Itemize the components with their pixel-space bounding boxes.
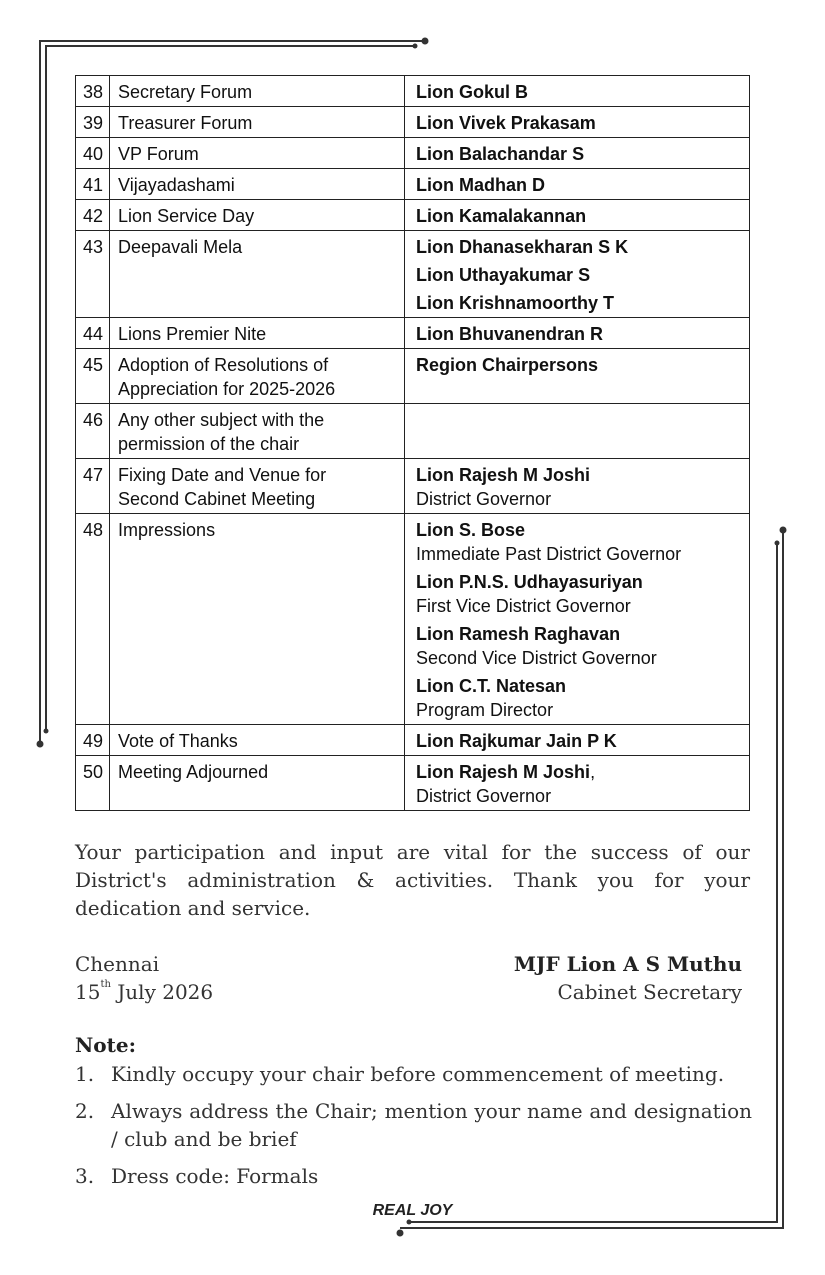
agenda-item	[110, 138, 405, 169]
agenda-responsible	[405, 169, 750, 200]
agenda-responsible	[405, 756, 750, 811]
agenda-responsible	[405, 107, 750, 138]
agenda-number: 40	[76, 138, 110, 169]
responsible-person	[416, 111, 739, 135]
agenda-number: 41	[76, 169, 110, 200]
agenda-item-line: Vijayadashami	[118, 175, 235, 195]
agenda-number: 50	[76, 756, 110, 811]
person-name: Lion Ramesh Raghavan	[416, 624, 621, 644]
agenda-item-line: VP Forum	[118, 144, 199, 164]
agenda-responsible	[405, 725, 750, 756]
agenda-item	[110, 514, 405, 725]
person-name: Lion P.N.S. Udhayasuriyan	[416, 572, 643, 592]
agenda-row	[76, 349, 750, 404]
footer-label: REAL JOY	[372, 1202, 453, 1219]
person-name: Lion Rajesh M Joshi	[416, 762, 591, 782]
closing-message: Your participation and input are vital for the success of our District's administration & activities. Thank you for your dedication and service.	[75, 840, 750, 920]
agenda-responsible	[405, 76, 750, 107]
responsible-person	[416, 518, 739, 566]
agenda-responsible	[405, 514, 750, 725]
responsible-person	[416, 173, 739, 197]
agenda-item-line: Lion Service Day	[118, 206, 255, 226]
note-text: Always address the Chair; mention your name and designation / club and be brief	[111, 1099, 752, 1151]
person-role: District Governor	[416, 786, 552, 806]
agenda-item-line: Meeting Adjourned	[118, 762, 269, 782]
note-heading: Note:	[75, 1033, 136, 1057]
agenda-table	[75, 75, 750, 811]
agenda-number: 45	[76, 349, 110, 404]
responsible-person	[416, 263, 739, 287]
person-name: Lion Kamalakannan	[416, 206, 587, 226]
note-item	[75, 1097, 752, 1153]
agenda-item	[110, 76, 405, 107]
agenda-row	[76, 169, 750, 200]
person-name: Lion Bhuvanendran R	[416, 324, 604, 344]
responsible-person	[416, 322, 739, 346]
date	[75, 978, 213, 1006]
note-item	[75, 1060, 752, 1088]
person-name: Lion Dhanasekharan S K	[416, 237, 629, 257]
agenda-number: 49	[76, 725, 110, 756]
date-day: 15	[75, 980, 101, 1004]
agenda-row	[76, 231, 750, 318]
agenda-item	[110, 231, 405, 318]
signer-title: Cabinet Secretary	[557, 980, 742, 1004]
responsible-person	[416, 674, 739, 722]
agenda-number: 43	[76, 231, 110, 318]
note-number: 2.	[75, 1099, 95, 1123]
agenda-row	[76, 200, 750, 231]
agenda-number: 38	[76, 76, 110, 107]
date-day-suffix: th	[100, 979, 111, 990]
person-name: Lion Balachandar S	[416, 144, 585, 164]
agenda-item-line: Deepavali Mela	[118, 237, 243, 257]
agenda-number: 47	[76, 459, 110, 514]
person-role: District Governor	[416, 489, 552, 509]
responsible-person	[416, 353, 739, 377]
person-role: First Vice District Governor	[416, 596, 631, 616]
agenda-item	[110, 756, 405, 811]
agenda-item-line: Fixing Date and Venue for	[118, 465, 327, 485]
agenda-row	[76, 318, 750, 349]
responsible-person	[416, 622, 739, 670]
person-name: Lion Rajkumar Jain P K	[416, 731, 617, 751]
agenda-number: 46	[76, 404, 110, 459]
agenda-item	[110, 459, 405, 514]
responsible-person	[416, 729, 739, 753]
notes-list	[75, 1060, 752, 1199]
agenda-item	[110, 349, 405, 404]
agenda-item-line: Adoption of Resolutions of	[118, 355, 329, 375]
agenda-item	[110, 404, 405, 459]
place-date-block	[75, 950, 213, 1006]
agenda-item-line: Any other subject with the	[118, 410, 325, 430]
agenda-responsible	[405, 459, 750, 514]
person-role: Immediate Past District Governor	[416, 544, 682, 564]
agenda-row	[76, 756, 750, 811]
responsible-person	[416, 235, 739, 259]
person-role: Second Vice District Governor	[416, 648, 657, 668]
agenda-responsible	[405, 349, 750, 404]
agenda-item	[110, 107, 405, 138]
note-text: Dress code: Formals	[111, 1164, 319, 1188]
person-name: Lion Gokul B	[416, 82, 529, 102]
signer-name: MJF Lion A S Muthu	[513, 952, 742, 976]
person-name: Lion S. Bose	[416, 520, 526, 540]
agenda-responsible	[405, 200, 750, 231]
responsible-person	[416, 463, 739, 511]
agenda-row	[76, 76, 750, 107]
person-name: Lion Uthayakumar S	[416, 265, 591, 285]
responsible-person	[416, 142, 739, 166]
agenda-item	[110, 169, 405, 200]
note-item	[75, 1162, 752, 1190]
person-name: Lion C.T. Natesan	[416, 676, 567, 696]
agenda-item-line: permission of the chair	[118, 434, 300, 454]
note-text: Kindly occupy your chair before commencement of meeting.	[111, 1062, 725, 1086]
agenda-row	[76, 107, 750, 138]
agenda-row	[76, 725, 750, 756]
responsible-person	[416, 204, 739, 228]
note-number: 3.	[75, 1164, 95, 1188]
person-role: Program Director	[416, 700, 554, 720]
agenda-item-line: Impressions	[118, 520, 216, 540]
person-name: Region Chairpersons	[416, 355, 599, 375]
date-month-year: July 2026	[117, 980, 214, 1004]
agenda-responsible	[405, 318, 750, 349]
responsible-person	[416, 760, 739, 808]
agenda-item-line: Appreciation for 2025-2026	[118, 379, 336, 399]
agenda-number: 44	[76, 318, 110, 349]
agenda-item	[110, 318, 405, 349]
agenda-number: 42	[76, 200, 110, 231]
agenda-number: 48	[76, 514, 110, 725]
signature-block	[514, 950, 742, 1006]
responsible-person	[416, 570, 739, 618]
agenda-row	[76, 459, 750, 514]
person-name: Lion Madhan D	[416, 175, 546, 195]
agenda-body	[76, 76, 750, 811]
person-name-suffix: ,	[590, 762, 596, 782]
agenda-item-line: Treasurer Forum	[118, 113, 253, 133]
agenda-item	[110, 725, 405, 756]
responsible-person	[416, 80, 739, 104]
agenda-item	[110, 200, 405, 231]
agenda-row	[76, 514, 750, 725]
note-number: 1.	[75, 1062, 95, 1086]
responsible-person	[416, 291, 739, 315]
place: Chennai	[75, 952, 160, 976]
agenda-item-line: Second Cabinet Meeting	[118, 489, 316, 509]
agenda-responsible	[405, 231, 750, 318]
person-name: Lion Rajesh M Joshi	[416, 465, 591, 485]
agenda-row	[76, 138, 750, 169]
agenda-number: 39	[76, 107, 110, 138]
agenda-item-line: Vote of Thanks	[118, 731, 238, 751]
person-name: Lion Vivek Prakasam	[416, 113, 596, 133]
agenda-item-line: Secretary Forum	[118, 82, 253, 102]
agenda-responsible	[405, 404, 750, 459]
agenda-item-line: Lions Premier Nite	[118, 324, 267, 344]
agenda-row	[76, 404, 750, 459]
agenda-responsible	[405, 138, 750, 169]
person-name: Lion Krishnamoorthy T	[416, 293, 615, 313]
